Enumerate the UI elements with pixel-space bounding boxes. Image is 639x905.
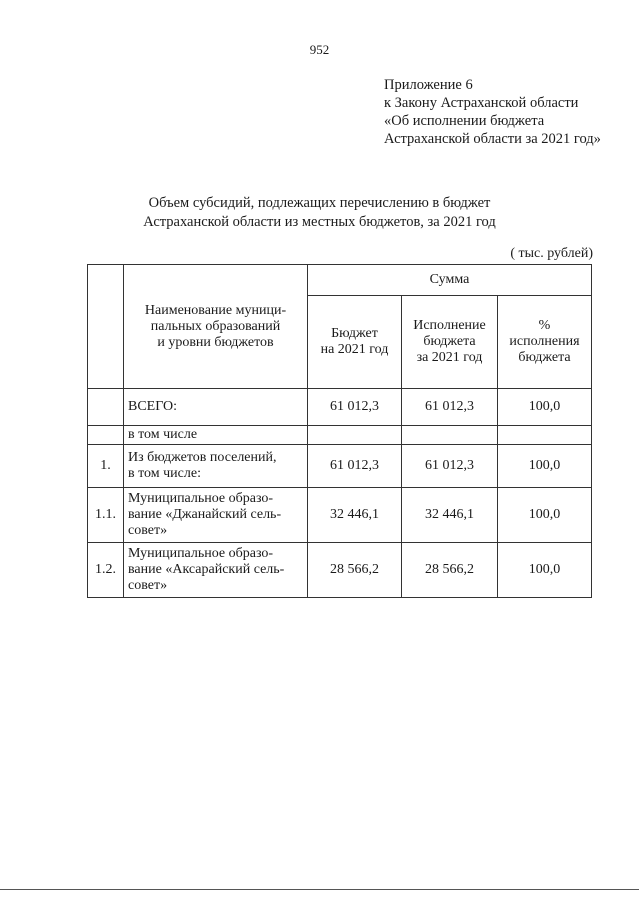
- row-name: [124, 445, 308, 488]
- header-pct-line: %: [538, 318, 551, 333]
- row-name-line: вание «Аксарайский сель-: [128, 562, 285, 577]
- row-name-line: ВСЕГО:: [128, 399, 177, 414]
- header-plan-line: Бюджет: [331, 326, 378, 341]
- row-pct-value: 100,0: [498, 389, 592, 426]
- row-exec-value: [402, 426, 498, 445]
- row-exec-value: 61 012,3: [402, 445, 498, 488]
- header-plan-cell: [308, 296, 402, 389]
- row-number: 1.: [88, 445, 124, 488]
- row-plan-value: [308, 426, 402, 445]
- row-plan-value: 28 566,2: [308, 543, 402, 598]
- title-line: Астраханской области из местных бюджетов, за 2021 год: [143, 214, 496, 230]
- header-pct-line: бюджета: [518, 350, 571, 365]
- header-sum-cell: Сумма: [308, 265, 592, 296]
- header-name-line: Наименование муници-: [144, 302, 287, 318]
- row-number: 1.1.: [88, 488, 124, 543]
- row-number: 1.2.: [88, 543, 124, 598]
- row-plan-value: 32 446,1: [308, 488, 402, 543]
- appendix-caption: [384, 76, 601, 148]
- row-number: [88, 426, 124, 445]
- table-row: [88, 426, 592, 445]
- row-name: [124, 488, 308, 543]
- appendix-line: к Закону Астраханской области: [384, 95, 579, 111]
- header-exec-line: бюджета: [423, 334, 476, 349]
- row-name-line: Из бюджетов поселений,: [128, 450, 277, 465]
- row-plan-value: 61 012,3: [308, 389, 402, 426]
- row-name-line: совет»: [128, 578, 168, 593]
- header-exec-line: за 2021 год: [416, 350, 483, 365]
- row-name-line: совет»: [128, 523, 168, 538]
- header-name-line: пальных образований: [150, 318, 281, 334]
- row-exec-value: 28 566,2: [402, 543, 498, 598]
- row-name: [124, 543, 308, 598]
- row-pct-value: [498, 426, 592, 445]
- row-exec-value: 61 012,3: [402, 389, 498, 426]
- row-pct-value: 100,0: [498, 445, 592, 488]
- row-name-line: Муниципальное образо-: [128, 491, 274, 506]
- header-name-cell: [124, 265, 308, 389]
- table-row: [88, 445, 592, 488]
- row-number: [88, 389, 124, 426]
- header-pct-line: исполнения: [509, 334, 580, 349]
- row-plan-value: 61 012,3: [308, 445, 402, 488]
- title-line: Объем субсидий, подлежащих перечислению в бюджет: [148, 195, 491, 211]
- row-name-line: вание «Джанайский сель-: [128, 507, 282, 522]
- row-pct-value: 100,0: [498, 543, 592, 598]
- row-exec-value: 32 446,1: [402, 488, 498, 543]
- header-exec-cell: [402, 296, 498, 389]
- header-name-line: и уровни бюджетов: [157, 334, 274, 350]
- appendix-line: Приложение 6: [384, 77, 473, 93]
- row-name: [124, 389, 308, 426]
- unit-note: ( тыс. рублей): [510, 246, 593, 261]
- document-title: [0, 194, 639, 232]
- header-number-cell: [88, 265, 124, 389]
- appendix-line: «Об исполнении бюджета: [384, 113, 545, 129]
- header-pct-cell: [498, 296, 592, 389]
- page-number: 952: [309, 42, 330, 57]
- row-name-line: в том числе: [128, 427, 198, 442]
- table-row: [88, 543, 592, 598]
- page-bottom-rule: [0, 889, 639, 890]
- table-row: [88, 389, 592, 426]
- table-row: [88, 488, 592, 543]
- row-name-line: в том числе:: [128, 466, 201, 481]
- header-exec-line: Исполнение: [413, 318, 486, 333]
- appendix-line: Астраханской области за 2021 год»: [384, 131, 601, 147]
- row-name: [124, 426, 308, 445]
- row-name-line: Муниципальное образо-: [128, 546, 274, 561]
- row-pct-value: 100,0: [498, 488, 592, 543]
- subsidy-table: [87, 264, 592, 598]
- header-plan-line: на 2021 год: [320, 342, 389, 357]
